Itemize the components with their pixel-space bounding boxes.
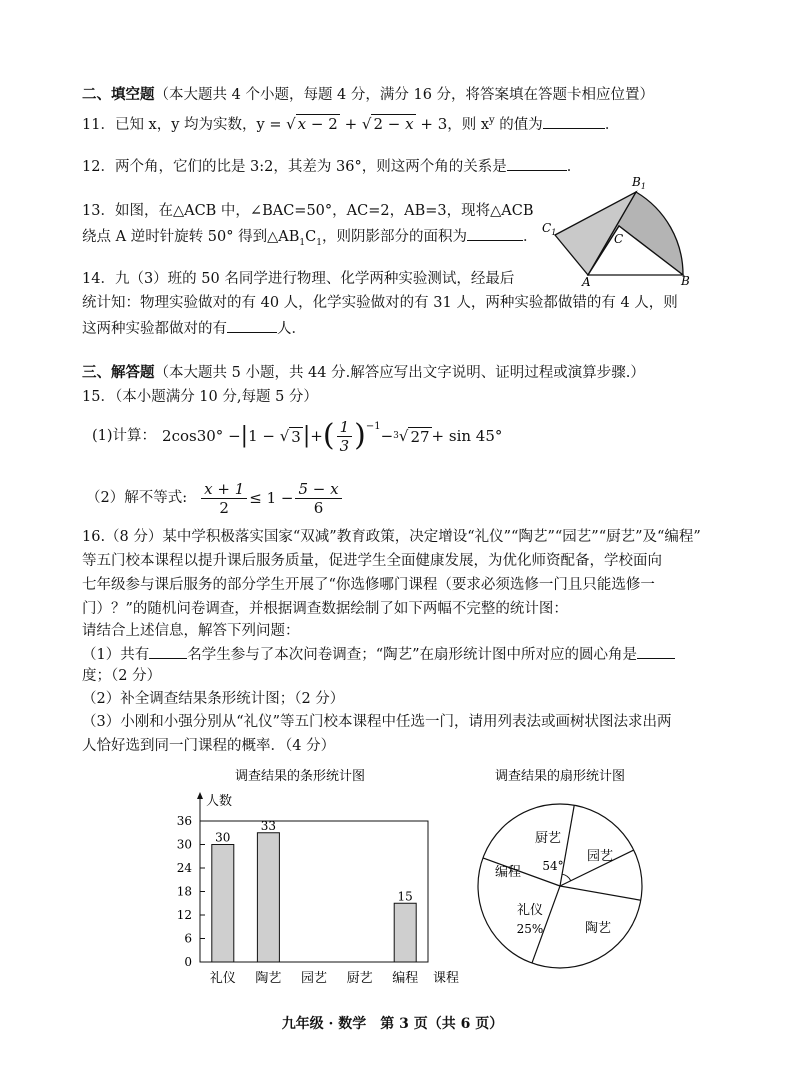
label-c1: $C_1$ [542, 221, 557, 237]
pie-slice-label: 编程 [494, 865, 522, 880]
x-axis-label: 课程 [432, 971, 460, 986]
bar-value-label: 33 [260, 818, 277, 833]
section-3-heading-line [82, 364, 645, 382]
q13-number: 13． [82, 203, 115, 219]
y-axis-label: 人数 [206, 794, 233, 809]
q11-sup: y [489, 115, 495, 126]
q13-rotation-figure [538, 172, 698, 288]
q14-line1: 九（3）班的 50 名同学进行物理、化学两种实验测试，经最后 [114, 271, 515, 287]
y-axis-arrowhead [197, 792, 203, 799]
label-b: B [681, 274, 690, 288]
q15-number: 15． [82, 389, 115, 405]
q13-line2a: 绕点 A 逆时针旋转 50° 得到△AB [82, 229, 300, 245]
pie-slice-label: 陶艺 [584, 921, 612, 936]
question-15-intro [82, 388, 318, 406]
y-tick-label: 6 [184, 931, 192, 946]
q14-number: 14． [82, 271, 115, 287]
q14-line3b: 人． [277, 321, 306, 337]
bar-1 [212, 845, 234, 963]
section-2-heading-line [82, 86, 654, 104]
q16-line-5: 请结合上述信息，解答下列问题： [82, 623, 300, 639]
q13-line2c: ，则阴影部分的面积为 [321, 229, 467, 245]
bar-value-label: 30 [215, 830, 231, 845]
q13-sub1: 1 [299, 237, 306, 248]
q16-line-3: 七年级参与课后服务的部分学生开展了“你选修哪门课程（要求必须选修一门且只能选修一 [82, 577, 655, 593]
q12-end: ． [566, 159, 582, 175]
y-tick-label: 30 [176, 837, 192, 852]
section-3-heading: 三、解答题 [82, 364, 155, 381]
q12-answer-blank[interactable] [507, 156, 567, 171]
bar-2 [257, 833, 279, 962]
q16-part-3a: （3）小刚和小强分别从“礼仪”等五门校本课程中任选一门，请用列表法或画树状图法求出两 [82, 714, 672, 730]
pie-slice-label: 礼仪 [516, 903, 544, 918]
q13-answer-blank[interactable] [467, 226, 523, 241]
q11-answer-blank[interactable] [543, 114, 605, 129]
q11-formula: √ x − 2 + √ 2 − x + 3 [286, 114, 448, 133]
pie-slice-label: 厨艺 [534, 831, 562, 846]
question-14-line-1 [82, 270, 514, 288]
question-13-line-2 [82, 226, 537, 252]
label-c: C [614, 232, 624, 246]
pie-slice-label: 园艺 [586, 849, 614, 864]
bar-chart [160, 764, 460, 994]
bar-5 [394, 903, 416, 962]
pie-chart-title: 调查结果的扇形统计图 [494, 769, 626, 784]
section-2-desc: （本大题共 4 个小题，每题 4 分，满分 16 分，将答案填在答题卡相应位置） [154, 87, 655, 103]
q12-number: 12． [82, 159, 115, 175]
q15-part1-expression: 2cos30° − | 1 − √ 3 | + ( $\frac{1}{3}$ ) $^{-1}$ − $_3$ √ 27 + sin 45° [162, 417, 503, 455]
y-tick-label: 24 [176, 861, 192, 875]
q13-end: ． [522, 229, 538, 245]
q16-line-1: 16.（8 分）某中学积极落实国家“双减”教育政策，决定增设“礼仪”“陶艺”“园艺”“厨艺”及“编程” [82, 529, 701, 545]
question-12 [82, 156, 581, 176]
question-15-part-2 [86, 478, 344, 518]
q11-text-a: 已知 x，y 均为实数，y = [114, 116, 287, 133]
q11-number: 11． [82, 116, 115, 133]
q13-line2b: C [305, 229, 317, 245]
q15-intro: （本小题满分 10 分,每题 5 分） [114, 389, 318, 405]
category-label: 礼仪 [209, 971, 236, 986]
q16-line-2: 等五门校本课程以提升课后服务质量，促进学生全面健康发展，为优化师资配备，学校面向 [82, 553, 662, 569]
q16-p1a: （1）共有 [82, 647, 150, 663]
section-3-desc: （本大题共 5 小题，共 44 分.解答应写出文字说明、证明过程或演算步骤.） [154, 365, 645, 381]
category-label: 陶艺 [255, 971, 282, 986]
q16-line-4: 门）？”的随机问卷调查，并根据调查数据绘制了如下两幅不完整的统计图： [82, 601, 568, 617]
q12-text: 两个角，它们的比是 3:2，其差为 36°，则这两个角的关系是 [114, 159, 507, 175]
category-label: 厨艺 [346, 971, 373, 986]
question-13-line-1 [82, 202, 533, 220]
q16-p1c: 度；（2 分） [82, 668, 162, 684]
label-b1: $B_1$ [632, 175, 646, 191]
label-a: A [582, 275, 591, 288]
q15-part2-inequality: $\frac{x + 1}{2}$ ≤ 1 − $\frac{5 - x}{6}$ [199, 480, 343, 517]
y-tick-label: 18 [176, 884, 192, 899]
question-14-line-2 [82, 294, 678, 312]
question-15-part-1 [92, 418, 502, 454]
q14-answer-blank[interactable] [227, 318, 277, 333]
section-2-heading: 二、填空题 [82, 86, 155, 103]
pie-chart [470, 764, 650, 994]
y-tick-label: 0 [184, 955, 192, 969]
q11-text-c: 的值为 [494, 116, 543, 133]
category-label: 编程 [392, 971, 419, 986]
q16-p1-blank-1[interactable] [149, 644, 187, 659]
q16-part-2: （2）补全调查结果条形统计图；（2 分） [82, 691, 345, 707]
q16-part-3b: 人恰好选到同一门课程的概率．（4 分） [82, 738, 336, 754]
category-label: 园艺 [300, 971, 328, 986]
q15-part2-label: （2）解不等式: [86, 490, 188, 506]
y-tick-label: 36 [176, 814, 192, 828]
question-11 [82, 112, 619, 134]
bar-chart-title: 调查结果的条形统计图 [234, 769, 366, 784]
bar-value-label: 15 [397, 889, 413, 904]
q16-p1-blank-2[interactable] [637, 644, 675, 659]
q13-line1: 如图，在△ACB 中，∠BAC=50°，AC=2，AB=3，现将△ACB [114, 203, 534, 219]
page-footer: 九年级 · 数学 第 3 页（共 6 页） [281, 1016, 504, 1032]
q11-end: ． [604, 116, 620, 133]
q16-part-1 [82, 644, 675, 664]
q16-p1b: 名学生参与了本次问卷调查；“陶艺”在扇形统计图中所对应的圆心角是 [187, 647, 638, 663]
pie-angle-label: 54° [542, 859, 564, 873]
q14-line3a: 这两种实验都做对的有 [82, 321, 227, 337]
pie-percent-label: 25% [516, 922, 544, 936]
question-14-line-3 [82, 318, 306, 338]
q13-sub2: 1 [316, 237, 322, 248]
y-tick-label: 12 [176, 908, 192, 922]
q14-line2: 统计知：物理实验做对的有 40 人，化学实验做对的有 31 人，两种实验都做错的有 4 人，则 [82, 295, 678, 311]
q15-part1-label: (1)计算： [92, 428, 157, 444]
q11-text-b: ，则 x [447, 116, 490, 133]
